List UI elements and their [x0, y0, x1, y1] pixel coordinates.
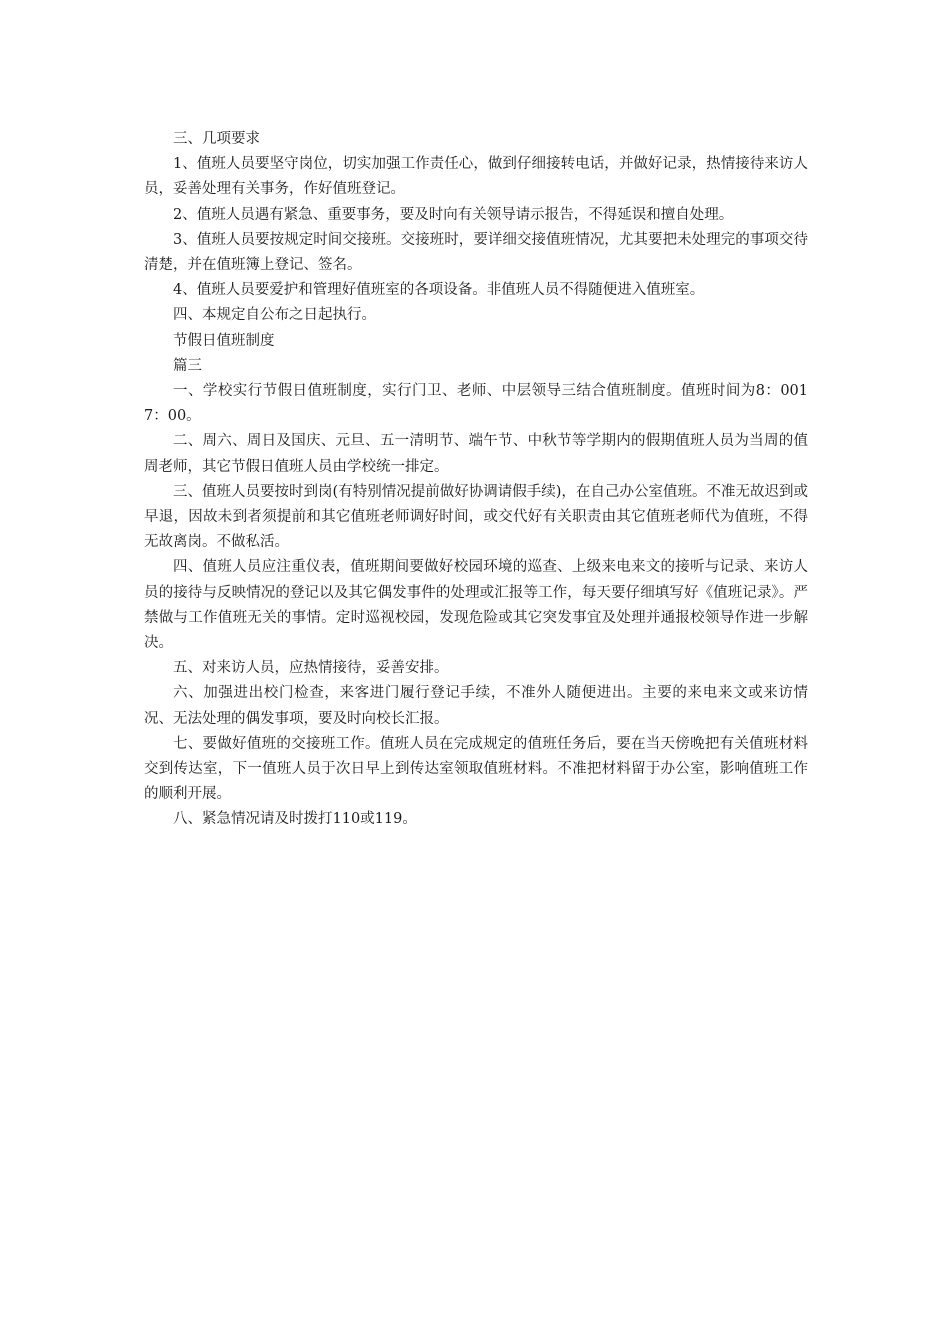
document-body	[144, 127, 808, 833]
holiday-rule-3: 三、值班人员要按时到岗(有特别情况提前做好协调请假手续)，在自己办公室值班。不准无故迟到或早退，因故未到者须提前和其它值班老师调好时间，或交代好有关职责由其它值班老师代为值班，不得无故离岗。不做私活。	[144, 483, 808, 551]
holiday-rule-4: 四、值班人员应注重仪表，值班期间要做好校园环境的巡查、上级来电来文的接听与记录、来访人员的接待与反映情况的登记以及其它偶发事件的处理或汇报等工作，每天要仔细填写好《值班记录》。严禁做与工作值班无关的事情。定时巡视校园，发现危险或其它突发事宜及处理并通报校领导作进一步解决。	[144, 559, 808, 652]
holiday-rule-5: 五、对来访人员，应热情接待，妥善安排。	[173, 660, 449, 677]
holiday-rule-6: 六、加强进出校门检查，来客进门履行登记手续，不准外人随便进出。主要的来电来文或来访情况、无法处理的偶发事项，要及时向校长汇报。	[144, 685, 808, 727]
holiday-rule-2: 二、周六、周日及国庆、元旦、五一清明节、端午节、中秋节等学期内的假期值班人员为当周的值周老师，其它节假日值班人员由学校统一排定。	[144, 433, 808, 475]
requirement-item-1: 1、值班人员要坚守岗位，切实加强工作责任心，做到仔细接转电话，并做好记录，热情接待来访人员，妥善处理有关事务，作好值班登记。	[144, 156, 808, 198]
requirement-item-2: 2、值班人员遇有紧急、重要事务，要及时向有关领导请示报告，不得延误和擅自处理。	[173, 206, 734, 223]
holiday-duty-title: 节假日值班制度	[173, 332, 275, 349]
holiday-rule-8: 八、紧急情况请及时拨打110或119。	[173, 811, 417, 828]
requirement-item-4: 4、值班人员要爱护和管理好值班室的各项设备。非值班人员不得随便进入值班室。	[173, 282, 705, 299]
section-heading-requirements: 三、几项要求	[173, 131, 260, 147]
requirement-item-3: 3、值班人员要按规定时间交接班。交接班时，要详细交接值班情况，尤其要把未处理完的事项交待清楚，并在值班簿上登记、签名。	[144, 231, 808, 274]
chapter-label: 篇三	[173, 357, 202, 374]
holiday-rule-1: 一、学校实行节假日值班制度，实行门卫、老师、中层领导三结合值班制度。值班时间为8：0017：00。	[144, 383, 808, 425]
holiday-rule-7: 七、要做好值班的交接班工作。值班人员在完成规定的值班任务后，要在当天傍晚把有关值班材料交到传达室，下一值班人员于次日早上到传达室领取值班材料。不准把材料留于办公室，影响值班工作的顺利开展。	[144, 735, 808, 803]
effective-date-clause: 四、本规定自公布之日起执行。	[173, 307, 376, 324]
